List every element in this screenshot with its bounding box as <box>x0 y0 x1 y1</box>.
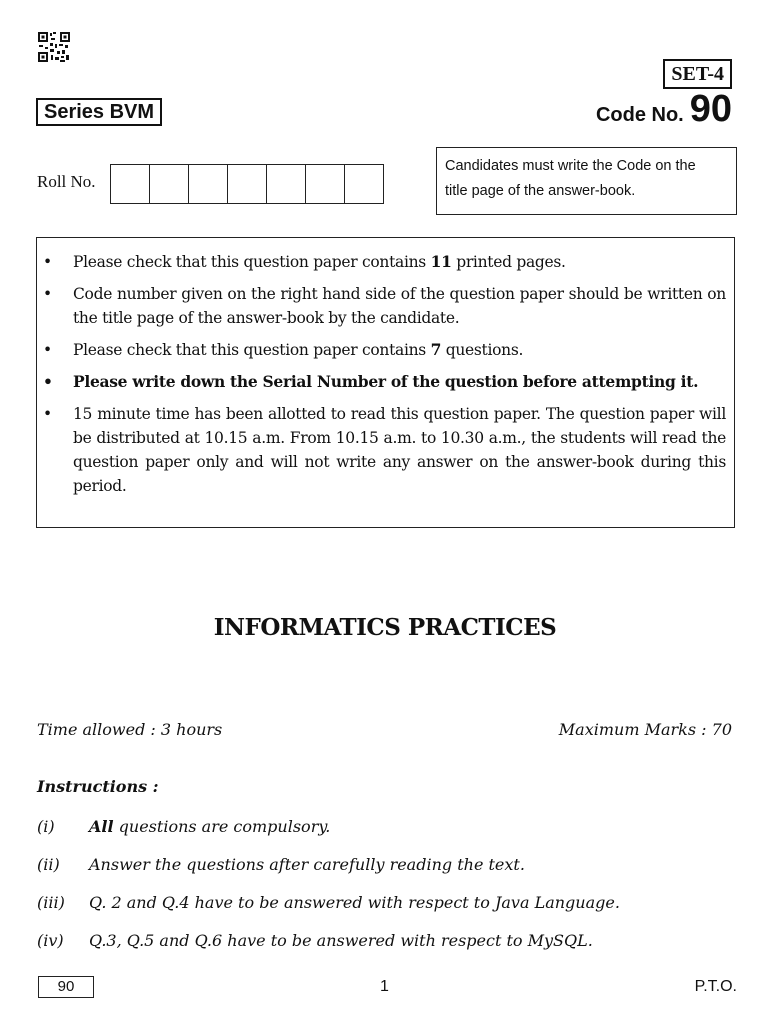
code-number <box>596 88 732 131</box>
roll-cell[interactable] <box>150 165 189 203</box>
code-value: 90 <box>689 88 732 130</box>
time-allowed: Time allowed : 3 hours <box>37 720 223 739</box>
candidate-note-box <box>436 147 737 215</box>
note-item: • Please check that this question paper contains 7 questions. <box>43 340 524 359</box>
roll-cell[interactable] <box>111 165 150 203</box>
roll-cell[interactable] <box>306 165 345 203</box>
candidate-note-line: title page of the answer-book. <box>445 183 636 199</box>
candidate-note-line: Candidates must write the Code on the <box>445 158 696 174</box>
roll-cell[interactable] <box>267 165 306 203</box>
roll-cell[interactable] <box>189 165 228 203</box>
note-item: • Please check that this question paper contains 11 printed pages. <box>43 252 566 271</box>
please-turn-over: P.T.O. <box>694 978 737 995</box>
code-label: Code No. <box>595 104 684 126</box>
maximum-marks: Maximum Marks : 70 <box>558 720 732 739</box>
roll-number-boxes <box>110 164 384 204</box>
instruction-item: (ii) Answer the questions after carefully reading the text. <box>37 855 525 874</box>
series-label: Series BVM <box>36 98 162 126</box>
set-label: SET-4 <box>663 59 732 89</box>
roll-cell[interactable] <box>228 165 267 203</box>
general-notes-box <box>36 237 735 528</box>
qr-code <box>37 31 71 63</box>
note-item: • Please write down the Serial Number of the question before attempting it. <box>43 372 699 391</box>
roll-number-label: Roll No. <box>37 172 96 191</box>
footer-code: 90 <box>38 976 94 998</box>
page-number: 1 <box>380 978 389 995</box>
note-item: • 15 minute time has been allotted to read this question paper. The question paper will be distributed at 10.15 a.m. From 10.15 a.m. to 10.30 a.m., the students will read the question paper only and will not write any answer on the answer-book during this period. <box>43 405 726 495</box>
paper-title: INFORMATICS PRACTICES <box>213 614 557 641</box>
note-item: • Code number given on the right hand side of the question paper should be written on the title page of the answer-book by the candidate. <box>43 285 726 327</box>
instruction-item: (iii) Q. 2 and Q.4 have to be answered with respect to Java Language. <box>37 893 620 912</box>
instruction-item: (iv) Q.3, Q.5 and Q.6 have to be answered with respect to MySQL. <box>37 931 593 950</box>
instructions-heading: Instructions : <box>37 777 159 796</box>
roll-cell[interactable] <box>345 165 383 203</box>
instruction-item: (i) All questions are compulsory. <box>37 817 331 836</box>
